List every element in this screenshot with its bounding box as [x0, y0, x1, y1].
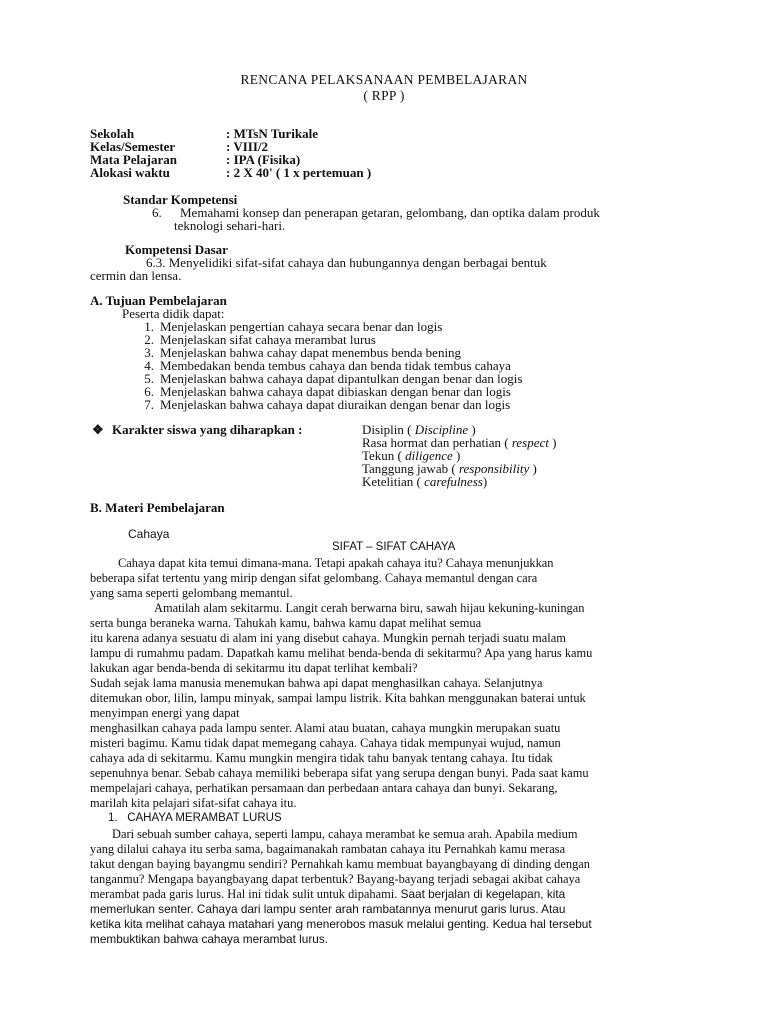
tujuan-intro: Peserta didik dapat: — [122, 306, 225, 321]
tujuan-item: 4. Membedakan benda tembus cahaya dan benda tidak tembus cahaya — [144, 358, 511, 373]
paragraph-line: ketika kita melihat cahaya matahari yang menerobos masuk melalui genting. Kedua hal tersebut — [90, 917, 592, 931]
paragraph-line: Cahaya dapat kita temui dimana-mana. Tetapi apakah cahaya itu? Cahaya menunjukkan — [118, 556, 554, 570]
tujuan-item: 5. Menjelaskan bahwa cahaya dapat dipantulkan dengan benar dan logis — [144, 371, 523, 386]
materi-topic: Cahaya — [128, 527, 170, 541]
paragraph-line: lakukan agar benda-benda di sekitarmu itu dapat terlihat kembali? — [90, 661, 418, 675]
standar-number: 6. — [152, 205, 162, 220]
standar-line-2: teknologi sehari-hari. — [174, 218, 286, 233]
paragraph-line: yang dilalui cahaya itu serba sama, bagaimanakah rambatan cahaya itu Pernahkah kamu merasa — [90, 842, 566, 856]
tujuan-item: 7. Menjelaskan bahwa cahaya dapat diuraikan dengan benar dan logis — [144, 397, 511, 412]
paragraph-line: cahaya ada di sekitarmu. Kamu mungkin mengira tidak tahu banyak tentang cahaya. Itu tidak — [90, 751, 553, 765]
tujuan-item: 6. Menjelaskan bahwa cahaya dapat dibiaskan dengan benar dan logis — [144, 384, 511, 399]
paragraph-line: mempelajari cahaya, perhatikan persamaan dan perbedaan antara cahaya dan bunyi. Sekarang, — [90, 781, 558, 795]
standar-line-1: Memahami konsep dan penerapan getaran, gelombang, dan optika dalam produk — [180, 205, 600, 220]
identity-label-subject: Mata Pelajaran — [90, 152, 178, 167]
identity-label-school: Sekolah — [90, 126, 135, 141]
dasar-heading: Kompetensi Dasar — [125, 242, 228, 257]
paragraph-line: Dari sebuah sumber cahaya, seperti lampu, cahaya merambat ke semua arah. Apabila medium — [112, 827, 578, 841]
dasar-line-2: cermin dan lensa. — [90, 268, 182, 283]
identity-value-school: : MTsN Turikale — [226, 126, 318, 141]
diamond-bullet-icon: ❖ — [92, 422, 104, 437]
identity-value-subject: : IPA (Fisika) — [226, 152, 301, 167]
karakter-item: Tekun ( diligence ) — [362, 448, 461, 463]
paragraph-line: beberapa sifat tertentu yang mirip dengan sifat gelombang. Cahaya memantul dengan cara — [90, 571, 538, 585]
identity-label-time: Alokasi waktu — [90, 165, 170, 180]
karakter-item: Ketelitian ( carefulness) — [362, 474, 488, 489]
paragraph-line: marilah kita pelajari sifat-sifat cahaya itu. — [90, 796, 297, 810]
paragraph-line: tanganmu? Mengapa bayangbayang dapat terbentuk? Bayang-bayang terjadi sebagai akibat cahaya — [90, 872, 581, 886]
paragraph-line: merambat pada garis lurus. Hal ini tidak sulit untuk dipahami. Saat berjalan di kegelapan, kita — [90, 887, 566, 901]
tujuan-item: 2. Menjelaskan sifat cahaya merambat lurus — [144, 332, 376, 347]
materi-heading: B. Materi Pembelajaran — [90, 500, 225, 515]
paragraph-line: lampu di rumahmu padam. Dapatkah kamu melihat benda-benda di sekitarmu? Apa yang harus kamu — [90, 646, 593, 660]
identity-value-class: : VIII/2 — [226, 139, 269, 154]
paragraph-line: Sudah sejak lama manusia menemukan bahwa api dapat menghasilkan cahaya. Selanjutnya — [90, 676, 543, 690]
paragraph-line: memerlukan senter. Cahaya dari lampu senter arah rambatannya menurut garis lurus. Atau — [90, 902, 566, 916]
paragraph-line: membuktikan bahwa cahaya merambat lurus. — [90, 932, 329, 946]
paragraph-line: misteri bagimu. Kamu tidak dapat memegang cahaya. Cahaya tidak mempunyai wujud, namun — [90, 736, 561, 750]
paragraph-line: sepenuhnya benar. Sebab cahaya memiliki beberapa sifat yang serupa dengan bunyi. Pada saat kamu — [90, 766, 589, 780]
identity-value-time: : 2 X 40' ( 1 x pertemuan ) — [226, 165, 372, 180]
paragraph-line: menyimpan energi yang dapat — [90, 706, 240, 720]
document-title: RENCANA PELAKSANAAN PEMBELAJARAN — [240, 72, 528, 87]
standar-heading: Standar Kompetensi — [123, 192, 238, 207]
paragraph-line: itu karena adanya sesuatu di alam ini yang disebut cahaya. Mungkin pernah terjadi suatu malam — [90, 631, 566, 645]
section-title: SIFAT – SIFAT CAHAYA — [332, 541, 456, 553]
karakter-item: Rasa hormat dan perhatian ( respect ) — [362, 435, 557, 450]
tujuan-item: 3. Menjelaskan bahwa cahay dapat menembus benda bening — [144, 345, 462, 360]
subsection-title: 1. CAHAYA MERAMBAT LURUS — [108, 812, 282, 824]
karakter-item: Tanggung jawab ( responsibility ) — [362, 461, 537, 476]
paragraph-line: ditemukan obor, lilin, lampu minyak, sampai lampu listrik. Kita bahkan menggunakan baterai untuk — [90, 691, 586, 705]
karakter-heading: ❖ Karakter siswa yang diharapkan : — [92, 422, 303, 437]
paragraph-line: menghasilkan cahaya pada lampu senter. Alami atau buatan, cahaya mungkin merupakan suatu — [90, 721, 561, 735]
identity-label-class: Kelas/Semester — [90, 139, 176, 154]
tujuan-heading: A. Tujuan Pembelajaran — [90, 293, 227, 308]
paragraph-line: serta bunga beraneka warna. Tahukah kamu, bahwa kamu dapat melihat semua — [90, 616, 482, 630]
tujuan-item: 1. Menjelaskan pengertian cahaya secara benar dan logis — [144, 319, 443, 334]
document-subtitle: ( RPP ) — [363, 88, 405, 103]
karakter-item: Disiplin ( Discipline ) — [362, 422, 476, 437]
paragraph-line: takut dengan baying bayangmu sendiri? Pernahkah kamu membuat bayangbayang di dinding dengan — [90, 857, 590, 871]
dasar-line-1: 6.3. Menyelidiki sifat-sifat cahaya dan hubungannya dengan berbagai bentuk — [146, 255, 547, 270]
paragraph-line: yang sama seperti gelombang memantul. — [90, 586, 293, 600]
paragraph-line: Amatilah alam sekitarmu. Langit cerah berwarna biru, sawah hijau kekuning-kuningan — [154, 601, 585, 615]
